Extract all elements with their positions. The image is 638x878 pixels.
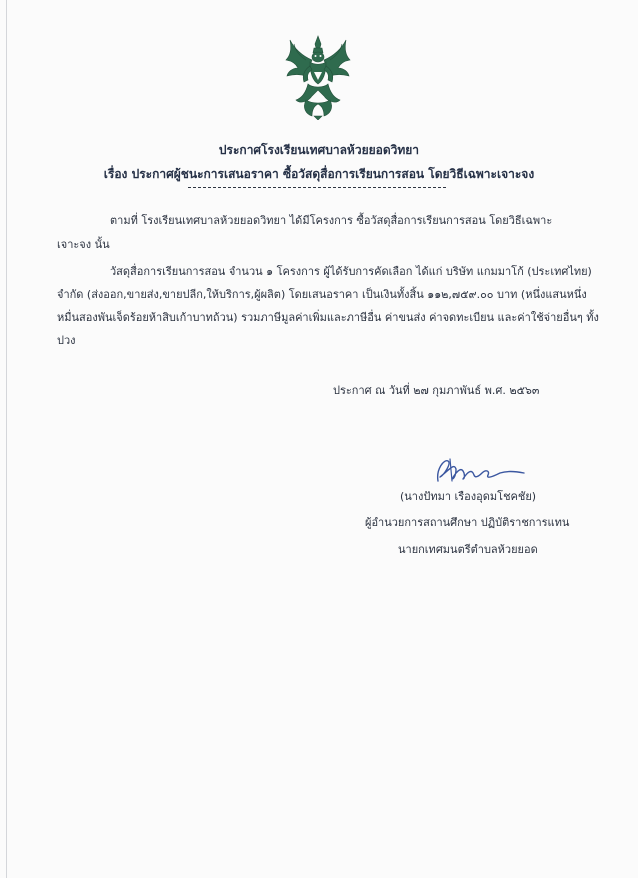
garuda-emblem-icon <box>284 34 352 120</box>
signer-position-1: ผู้อำนวยการสถานศึกษา ปฏิบัติราชการแทน <box>365 516 570 529</box>
announce-date: ประกาศ ณ วันที่ ๒๗ กุมภาพันธ์ พ.ศ. ๒๕๖๓ <box>333 384 540 397</box>
paragraph-2-line-4: ปวง <box>57 334 76 347</box>
paragraph-1-line-1: ตามที่ โรงเรียนเทศบาลห้วยยอดวิทยา ได้มีโครงการ ซื้อวัสดุสื่อการเรียนการสอน โดยวิธีเฉพาะ <box>110 214 553 227</box>
announcement-subject: เรื่อง ประกาศผู้ชนะการเสนอราคา ซื้อวัสดุสื่อการเรียนการสอน โดยวิธีเฉพาะเจาะจง <box>103 167 535 181</box>
announcement-title: ประกาศโรงเรียนเทศบาลห้วยยอดวิทยา <box>218 143 420 157</box>
paragraph-2-line-3: หมื่นสองพันเจ็ดร้อยห้าสิบเก้าบาทถ้วน) รวมภาษีมูลค่าเพิ่มและภาษีอื่น ค่าขนส่ง ค่าจดทะเบียน และค่าใช้จ่ายอื่นๆ ทั้ง <box>57 311 599 324</box>
paragraph-1-line-2: เจาะจง นั้น <box>57 238 110 251</box>
signer-position-2: นายกเทศมนตรีตำบลห้วยยอด <box>398 543 538 556</box>
paragraph-2-line-2: จำกัด (ส่งออก,ขายส่ง,ขายปลีก,ให้บริการ,ผู้ผลิต) โดยเสนอราคา เป็นเงินทั้งสิ้น ๑๑๒,๗๕๙.๐๐ บาท (หนึ่งแสนหนึ่ง <box>57 288 587 301</box>
paragraph-2-line-1: วัสดุสื่อการเรียนการสอน จำนวน ๑ โครงการ ผู้ได้รับการคัดเลือก ได้แก่ บริษัท แกมมาโก้ (ประเทศไทย) <box>110 265 592 278</box>
signer-name: (นางปัทมา เรืองอุดมโชคชัย) <box>400 490 537 503</box>
dashed-divider <box>188 187 446 188</box>
signature <box>430 455 530 485</box>
